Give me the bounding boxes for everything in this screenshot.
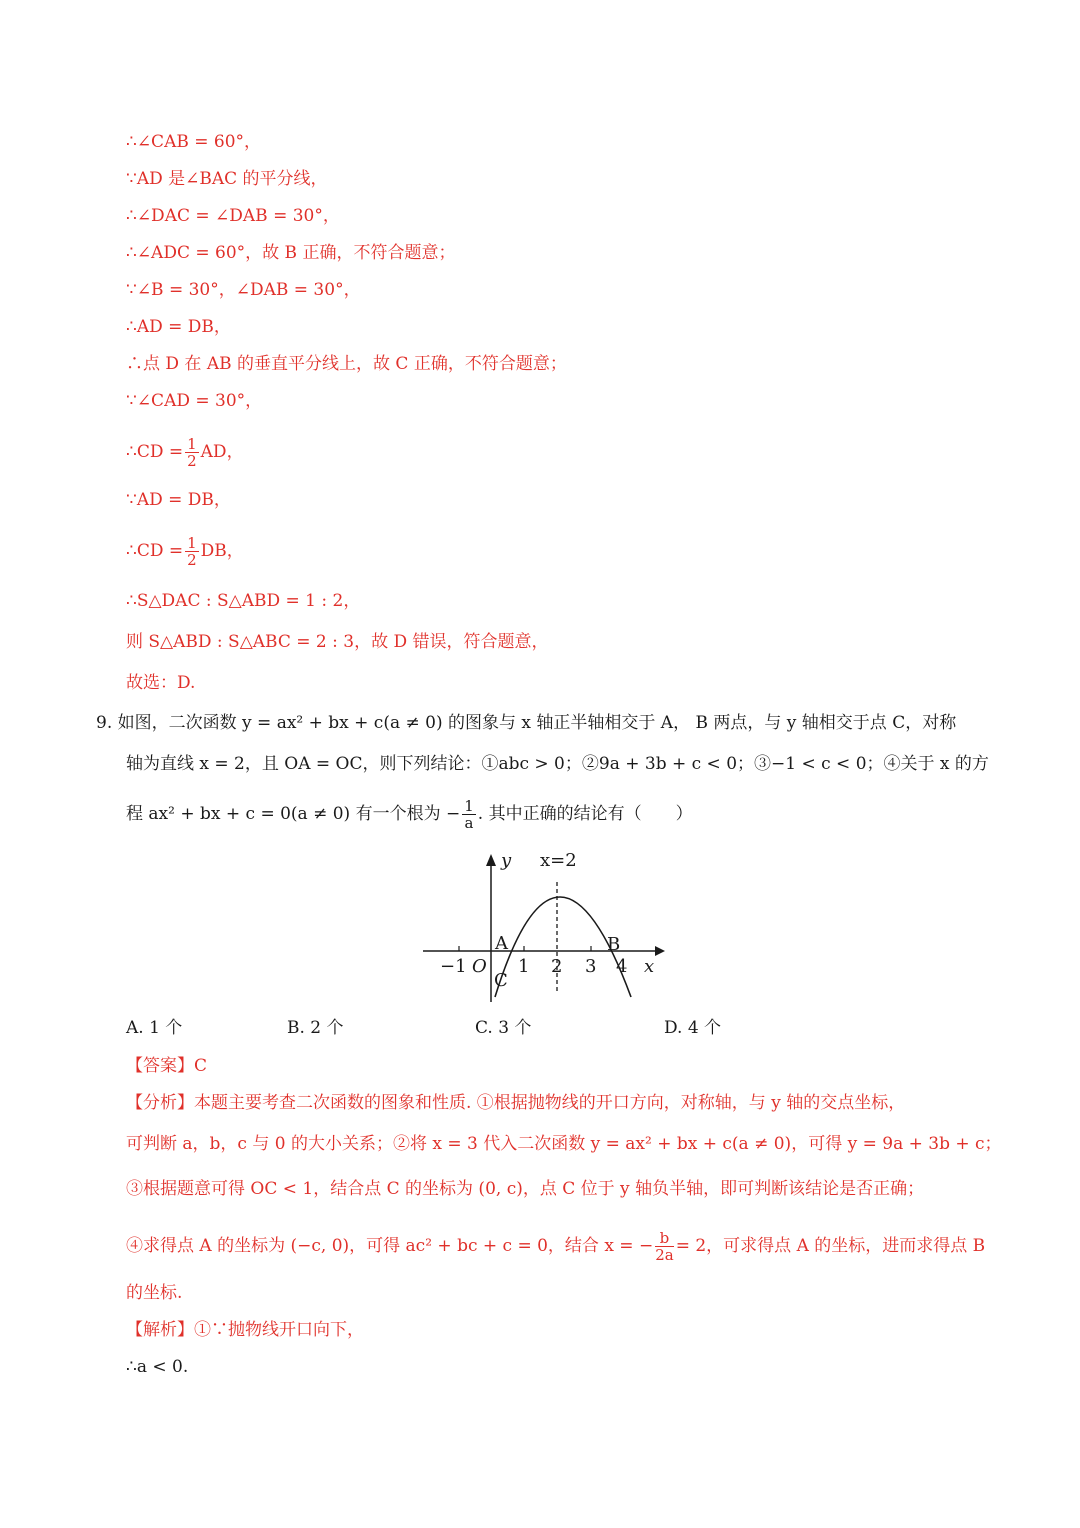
solution-line-2: ∵AD 是∠BAC 的平分线， bbox=[126, 169, 328, 189]
y-axis-arrow-icon bbox=[486, 854, 496, 866]
cd-ad-suffix: AD， bbox=[200, 442, 244, 462]
parabola-graph bbox=[415, 842, 665, 1007]
cd-half-db bbox=[126, 535, 244, 568]
x-axis-arrow-icon bbox=[655, 946, 665, 956]
analysis-line-3: ③根据题意可得 OC < 1，结合点 C 的坐标为 (0, c)，点 C 位于 y 轴负半轴，即可判断该结论是否正确； bbox=[126, 1179, 925, 1199]
analysis-line-1: 【分析】本题主要考查二次函数的图象和性质. ①根据抛物线的开口方向，对称轴，与 y 轴的交点坐标， bbox=[126, 1093, 906, 1113]
tick-label-neg1: −1 bbox=[440, 956, 467, 977]
question-text-1: 如图，二次函数 y = ax² + bx + c(a ≠ 0) 的图象与 x 轴正半轴相交于 A， B 两点，与 y 轴相交于点 C，对称 bbox=[117, 713, 957, 733]
option-b: B. 2 个 bbox=[287, 1018, 344, 1038]
question-line-3 bbox=[126, 798, 693, 831]
area-ratio-2: 则 S△ABD : S△ABC = 2 : 3，故 D 错误，符合题意， bbox=[126, 632, 549, 652]
tick-label-3: 3 bbox=[585, 956, 597, 977]
question-line-1 bbox=[96, 711, 956, 735]
analysis-line-2: 可判断 a，b，c 与 0 的大小关系；②将 x = 3 代入二次函数 y = ax² + bx + c(a ≠ 0)，可得 y = 9a + 3b + c； bbox=[126, 1134, 1002, 1154]
solution-line-1: ∴∠CAB = 60°， bbox=[126, 132, 262, 152]
cd-ad-prefix: ∴CD = bbox=[126, 442, 184, 462]
symmetry-axis-label: x=2 bbox=[540, 850, 577, 871]
explanation-line-2: ∴a < 0. bbox=[126, 1357, 189, 1377]
analysis-line4-prefix: ④求得点 A 的坐标为 (−c, 0)，可得 ac² + bc + c = 0，结合 x = − bbox=[126, 1236, 654, 1256]
point-c-label: C bbox=[494, 970, 508, 991]
fraction-den: a bbox=[464, 814, 474, 832]
analysis-line-5: 的坐标. bbox=[126, 1283, 183, 1303]
solution-line-5: ∵∠B = 30°，∠DAB = 30°， bbox=[126, 280, 361, 300]
fraction-b-over-2a bbox=[655, 1230, 674, 1263]
question-line3-suffix: . 其中正确的结论有（ ） bbox=[477, 804, 693, 824]
fraction-half bbox=[185, 436, 199, 469]
question-number: 9. bbox=[96, 713, 113, 733]
option-d: D. 4 个 bbox=[664, 1018, 722, 1038]
fraction-den: 2a bbox=[655, 1246, 674, 1264]
solution-line-4: ∴∠ADC = 60°，故 B 正确，不符合题意； bbox=[126, 243, 456, 263]
fraction-den: 2 bbox=[187, 452, 197, 470]
tick-label-4: 4 bbox=[616, 956, 628, 977]
cd-db-prefix: ∴CD = bbox=[126, 541, 184, 561]
x-axis-label: x bbox=[644, 956, 655, 977]
option-c: C. 3 个 bbox=[475, 1018, 532, 1038]
fraction-num: 1 bbox=[464, 797, 474, 815]
fraction-half bbox=[185, 535, 199, 568]
question-line-2: 轴为直线 x = 2，且 OA = OC，则下列结论：①abc > 0；②9a + 3b + c < 0；③−1 < c < 0；④关于 x 的方 bbox=[126, 754, 989, 774]
fraction-den: 2 bbox=[187, 551, 197, 569]
choose-answer: 故选：D. bbox=[126, 673, 196, 693]
solution-line-8: ∵∠CAD = 30°， bbox=[126, 391, 263, 411]
question-line3-prefix: 程 ax² + bx + c = 0(a ≠ 0) 有一个根为 − bbox=[126, 804, 461, 824]
cd-half-ad bbox=[126, 436, 244, 469]
solution-line-3: ∴∠DAC = ∠DAB = 30°， bbox=[126, 206, 340, 226]
solution-line-7: ∴点 D 在 AB 的垂直平分线上，故 C 正确，不符合题意； bbox=[126, 354, 567, 374]
ad-equals-db: ∵AD = DB， bbox=[126, 490, 231, 510]
fraction-num: 1 bbox=[187, 534, 197, 552]
point-b-label: B bbox=[607, 934, 621, 955]
y-axis-label: y bbox=[501, 850, 512, 871]
cd-db-suffix: DB， bbox=[200, 541, 244, 561]
solution-line-6: ∴AD = DB， bbox=[126, 317, 231, 337]
fraction-num: b bbox=[655, 1230, 674, 1247]
area-ratio-1: ∴S△DAC : S△ABD = 1 : 2， bbox=[126, 591, 361, 611]
analysis-line-4 bbox=[126, 1230, 985, 1263]
option-a: A. 1 个 bbox=[126, 1018, 183, 1038]
answer-line: 【答案】C bbox=[126, 1056, 208, 1076]
analysis-line4-suffix: = 2，可求得点 A 的坐标，进而求得点 B bbox=[675, 1236, 986, 1256]
tick-label-2: 2 bbox=[551, 956, 563, 977]
tick-label-1: 1 bbox=[518, 956, 530, 977]
origin-label: O bbox=[472, 956, 487, 977]
point-a-label: A bbox=[495, 933, 508, 954]
fraction-num: 1 bbox=[187, 435, 197, 453]
explanation-line-1: 【解析】①∵抛物线开口向下， bbox=[126, 1320, 364, 1340]
fraction-one-over-a bbox=[462, 798, 476, 831]
